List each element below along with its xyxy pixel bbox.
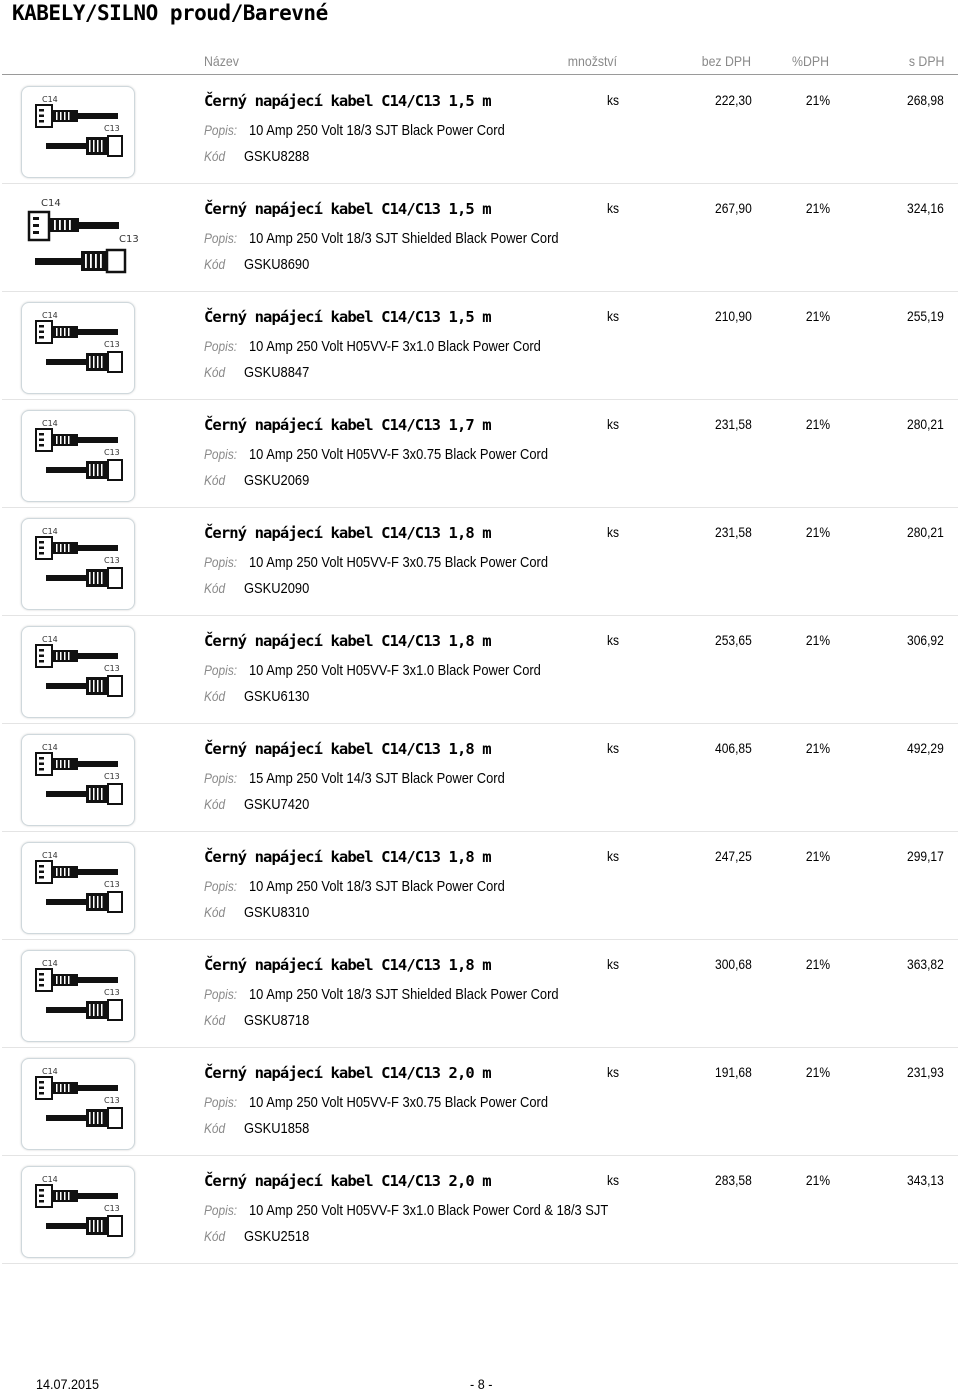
product-name: Černý napájecí kabel C14/C13 2,0 m xyxy=(204,1064,491,1082)
code-label: Kód xyxy=(204,256,226,272)
price-net: 283,58 xyxy=(715,1172,752,1188)
description-label: Popis: xyxy=(204,554,238,570)
product-code: GSKU8690 xyxy=(244,256,310,273)
description-label: Popis: xyxy=(204,230,238,246)
description-label: Popis: xyxy=(204,338,238,354)
product-row xyxy=(0,292,960,400)
product-image xyxy=(21,626,135,718)
price-net: 231,58 xyxy=(715,416,752,432)
vat-rate: 21% xyxy=(805,1064,830,1080)
product-description: 10 Amp 250 Volt 18/3 SJT Shielded Black Power Cord xyxy=(249,986,559,1003)
product-code: GSKU8288 xyxy=(244,148,310,165)
product-name: Černý napájecí kabel C14/C13 1,5 m xyxy=(204,308,491,326)
product-unit: ks xyxy=(607,200,620,216)
connector-label-c13: C13 xyxy=(104,664,120,673)
vat-rate: 21% xyxy=(805,416,830,432)
product-name: Černý napájecí kabel C14/C13 2,0 m xyxy=(204,1172,491,1190)
connector-label-c14: C14 xyxy=(42,635,58,644)
description-label: Popis: xyxy=(204,122,238,138)
footer-page-number: - 8 - xyxy=(470,1376,493,1392)
product-description: 10 Amp 250 Volt H05VV-F 3x0.75 Black Power Cord xyxy=(249,1094,549,1111)
connector-label-c14: C14 xyxy=(42,1067,58,1076)
product-name: Černý napájecí kabel C14/C13 1,8 m xyxy=(204,740,491,758)
price-net: 300,68 xyxy=(715,956,752,972)
product-row xyxy=(0,724,960,832)
price-net: 406,85 xyxy=(715,740,752,756)
code-label: Kód xyxy=(204,364,226,380)
product-description: 10 Amp 250 Volt H05VV-F 3x1.0 Black Power Cord xyxy=(249,338,541,355)
vat-rate: 21% xyxy=(805,200,830,216)
connector-label-c14: C14 xyxy=(42,959,58,968)
product-image xyxy=(21,1058,135,1150)
connector-label-c13: C13 xyxy=(104,124,120,133)
product-unit: ks xyxy=(607,956,620,972)
product-row xyxy=(0,832,960,940)
code-label: Kód xyxy=(204,688,226,704)
header-divider xyxy=(2,74,958,75)
product-row xyxy=(0,940,960,1048)
product-row xyxy=(0,76,960,184)
product-row xyxy=(0,1048,960,1156)
product-name: Černý napájecí kabel C14/C13 1,7 m xyxy=(204,416,491,434)
price-net: 267,90 xyxy=(715,200,752,216)
connector-label-c14: C14 xyxy=(42,419,58,428)
product-image xyxy=(21,518,135,610)
product-image xyxy=(21,194,139,284)
price-net: 222,30 xyxy=(715,92,752,108)
product-image xyxy=(21,86,135,178)
price-gross: 268,98 xyxy=(907,92,944,108)
connector-label-c14: C14 xyxy=(41,198,61,209)
product-image xyxy=(21,410,135,502)
page-title: KABELY/SILNO proud/Barevné xyxy=(12,1,328,25)
product-code: GSKU1858 xyxy=(244,1120,310,1137)
product-unit: ks xyxy=(607,740,620,756)
price-gross: 343,13 xyxy=(907,1172,944,1188)
connector-label-c13: C13 xyxy=(119,234,139,245)
product-code: GSKU8310 xyxy=(244,904,310,921)
product-image xyxy=(21,950,135,1042)
code-label: Kód xyxy=(204,1228,226,1244)
description-label: Popis: xyxy=(204,986,238,1002)
product-description: 10 Amp 250 Volt H05VV-F 3x0.75 Black Power Cord xyxy=(249,554,549,571)
product-description: 10 Amp 250 Volt H05VV-F 3x1.0 Black Power Cord xyxy=(249,662,541,679)
connector-label-c13: C13 xyxy=(104,880,120,889)
product-name: Černý napájecí kabel C14/C13 1,5 m xyxy=(204,92,491,110)
product-image xyxy=(21,734,135,826)
price-gross: 324,16 xyxy=(907,200,944,216)
connector-label-c13: C13 xyxy=(104,772,120,781)
connector-label-c14: C14 xyxy=(42,851,58,860)
connector-label-c14: C14 xyxy=(42,311,58,320)
description-label: Popis: xyxy=(204,1094,238,1110)
description-label: Popis: xyxy=(204,878,238,894)
product-unit: ks xyxy=(607,632,620,648)
product-row xyxy=(0,184,960,292)
product-name: Černý napájecí kabel C14/C13 1,8 m xyxy=(204,632,491,650)
product-row xyxy=(0,400,960,508)
code-label: Kód xyxy=(204,580,226,596)
product-unit: ks xyxy=(607,1172,620,1188)
price-gross: 363,82 xyxy=(907,956,944,972)
code-label: Kód xyxy=(204,148,226,164)
vat-rate: 21% xyxy=(805,1172,830,1188)
code-label: Kód xyxy=(204,796,226,812)
connector-label-c13: C13 xyxy=(104,1096,120,1105)
product-description: 10 Amp 250 Volt 18/3 SJT Black Power Cord xyxy=(249,122,505,139)
price-gross: 306,92 xyxy=(907,632,944,648)
product-code: GSKU2069 xyxy=(244,472,310,489)
vat-rate: 21% xyxy=(805,848,830,864)
row-divider xyxy=(2,1263,958,1264)
product-name: Černý napájecí kabel C14/C13 1,8 m xyxy=(204,956,491,974)
description-label: Popis: xyxy=(204,1202,238,1218)
column-header-quantity: množství xyxy=(567,53,617,69)
connector-label-c13: C13 xyxy=(104,988,120,997)
product-description: 10 Amp 250 Volt H05VV-F 3x1.0 Black Power Cord & 18/3 SJT xyxy=(249,1202,609,1219)
product-unit: ks xyxy=(607,92,620,108)
column-header-vat: %DPH xyxy=(792,53,829,69)
price-net: 231,58 xyxy=(715,524,752,540)
price-gross: 492,29 xyxy=(907,740,944,756)
vat-rate: 21% xyxy=(805,632,830,648)
code-label: Kód xyxy=(204,1012,226,1028)
product-unit: ks xyxy=(607,524,620,540)
connector-label-c13: C13 xyxy=(104,448,120,457)
product-name: Černý napájecí kabel C14/C13 1,8 m xyxy=(204,524,491,542)
code-label: Kód xyxy=(204,472,226,488)
product-code: GSKU8718 xyxy=(244,1012,310,1029)
product-code: GSKU2090 xyxy=(244,580,310,597)
price-net: 247,25 xyxy=(715,848,752,864)
price-net: 210,90 xyxy=(715,308,752,324)
product-description: 10 Amp 250 Volt 18/3 SJT Black Power Cord xyxy=(249,878,505,895)
code-label: Kód xyxy=(204,1120,226,1136)
price-gross: 255,19 xyxy=(907,308,944,324)
price-net: 253,65 xyxy=(715,632,752,648)
description-label: Popis: xyxy=(204,662,238,678)
product-code: GSKU2518 xyxy=(244,1228,310,1245)
product-name: Černý napájecí kabel C14/C13 1,5 m xyxy=(204,200,491,218)
column-header-price-gross: s DPH xyxy=(908,53,944,69)
price-gross: 280,21 xyxy=(907,524,944,540)
connector-label-c13: C13 xyxy=(104,1204,120,1213)
description-label: Popis: xyxy=(204,446,238,462)
description-label: Popis: xyxy=(204,770,238,786)
connector-label-c14: C14 xyxy=(42,527,58,536)
product-unit: ks xyxy=(607,416,620,432)
product-image xyxy=(21,842,135,934)
product-description: 15 Amp 250 Volt 14/3 SJT Black Power Cord xyxy=(249,770,505,787)
product-description: 10 Amp 250 Volt 18/3 SJT Shielded Black Power Cord xyxy=(249,230,559,247)
vat-rate: 21% xyxy=(805,740,830,756)
vat-rate: 21% xyxy=(805,524,830,540)
product-image xyxy=(21,1166,135,1258)
product-row xyxy=(0,616,960,724)
product-image xyxy=(21,302,135,394)
column-header-name: Název xyxy=(204,53,239,69)
price-gross: 299,17 xyxy=(907,848,944,864)
price-net: 191,68 xyxy=(715,1064,752,1080)
product-unit: ks xyxy=(607,848,620,864)
product-code: GSKU8847 xyxy=(244,364,310,381)
price-gross: 231,93 xyxy=(907,1064,944,1080)
product-row xyxy=(0,1156,960,1264)
connector-label-c14: C14 xyxy=(42,1175,58,1184)
vat-rate: 21% xyxy=(805,956,830,972)
column-header-price-net: bez DPH xyxy=(701,53,751,69)
product-name: Černý napájecí kabel C14/C13 1,8 m xyxy=(204,848,491,866)
vat-rate: 21% xyxy=(805,308,830,324)
product-unit: ks xyxy=(607,1064,620,1080)
connector-label-c13: C13 xyxy=(104,340,120,349)
product-description: 10 Amp 250 Volt H05VV-F 3x0.75 Black Power Cord xyxy=(249,446,549,463)
product-code: GSKU7420 xyxy=(244,796,310,813)
vat-rate: 21% xyxy=(805,92,830,108)
price-gross: 280,21 xyxy=(907,416,944,432)
code-label: Kód xyxy=(204,904,226,920)
footer-date: 14.07.2015 xyxy=(36,1376,100,1392)
product-row xyxy=(0,508,960,616)
connector-label-c14: C14 xyxy=(42,743,58,752)
connector-label-c14: C14 xyxy=(42,95,58,104)
product-unit: ks xyxy=(607,308,620,324)
connector-label-c13: C13 xyxy=(104,556,120,565)
product-code: GSKU6130 xyxy=(244,688,310,705)
